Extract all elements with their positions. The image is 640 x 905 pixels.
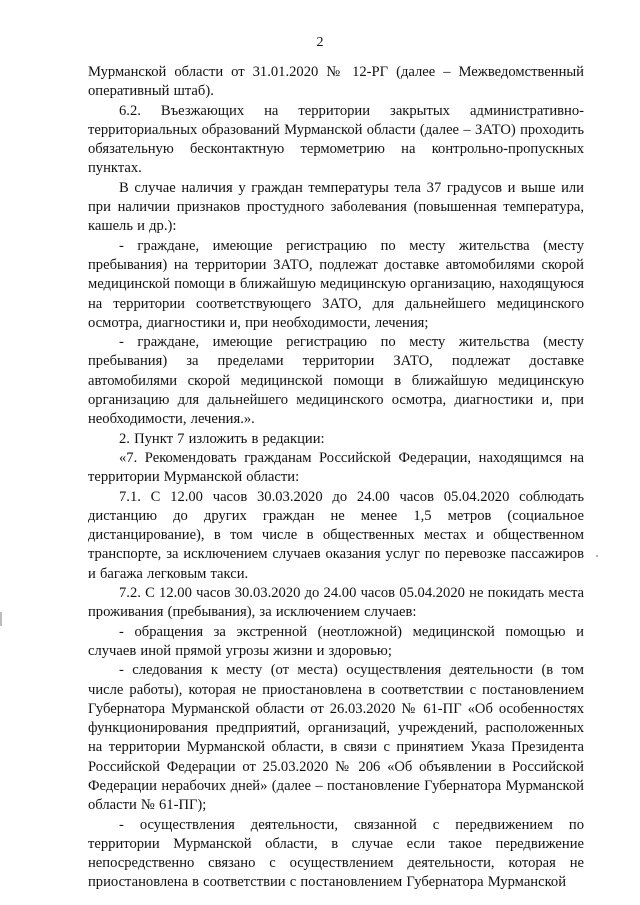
paragraph: 7.1. С 12.00 часов 30.03.2020 до 24.00 часов 05.04.2020 соблюдать дистанцию до других граждан не менее 1,5 метров (социальное дистанцирование), в том числе в общественных местах и общественном транспорте, за исключением случаев оказания услуг по перевозке пассажиров и багажа легковым такси. xyxy=(88,488,584,582)
list-item: - осуществления деятельности, связанной с передвижением по территории Мурманской области, в случае если такое передвижение непосредственно связано с осуществлением деятельности, которая не приостановлена в соответствии с постановлением Губернатора Мурманской xyxy=(88,816,584,891)
paragraph: 2. Пункт 7 изложить в редакции: xyxy=(119,430,325,447)
page-number: 2 xyxy=(316,35,324,50)
list-item: - граждане, имеющие регистрацию по месту жительства (месту пребывания) за пределами территории ЗАТО, подлежат доставке автомобилями скорой медицинской помощи в ближайшую медицинскую организацию для дальнейшего медицинского осмотра, диагностики и, при необходимости, лечения.». xyxy=(88,334,584,428)
paragraph: «7. Рекомендовать гражданам Российской Федерации, находящимся на территории Мурманской области: xyxy=(88,449,584,486)
document-body xyxy=(88,63,584,893)
scan-edge-mark xyxy=(0,612,2,626)
list-item: - граждане, имеющие регистрацию по месту жительства (месту пребывания) на территории ЗАТО, подлежат доставке автомобилями скорой медицинской помощи в ближайшую медицинскую организацию, находящуюся на территории соответствующего ЗАТО, для дальнейшего медицинского осмотра, диагностики и, при необходимости, лечения; xyxy=(88,237,584,331)
scan-speck xyxy=(596,555,598,557)
list-item: - следования к месту (от места) осуществления деятельности (в том числе работы), которая не приостановлена в соответствии с постановлением Губернатора Мурманской области от 26.03.2020 № 61-ПГ «Об особенностях функционирования предприятий, организаций, учреждений, расположенных на территории Мурманской области, в связи с принятием Указа Президента Российской Федерации от 25.03.2020 № 206 «Об объявлении в Российской Федерации нерабочих дней» (далее – постановление Губернатора Мурманской области № 61-ПГ); xyxy=(88,662,584,814)
paragraph: В случае наличия у граждан температуры тела 37 градусов и выше или при наличии признаков простудного заболевания (повышенная температура, кашель и др.): xyxy=(88,179,584,235)
paragraph: 6.2. Въезжающих на территории закрытых административно-территориальных образований Мурманской области (далее – ЗАТО) проходить обязательную бесконтактную термометрию на контрольно-пропускных пунктах. xyxy=(88,102,584,177)
paragraph: Мурманской области от 31.01.2020 № 12-РГ (далее – Межведомственный оперативный штаб). xyxy=(88,64,584,100)
list-item: - обращения за экстренной (неотложной) медицинской помощью и случаев иной прямой угрозы жизни и здоровью; xyxy=(88,623,584,659)
paragraph: 7.2. С 12.00 часов 30.03.2020 до 24.00 часов 05.04.2020 не покидать места проживания (пребывания), за исключением случаев: xyxy=(88,585,584,621)
